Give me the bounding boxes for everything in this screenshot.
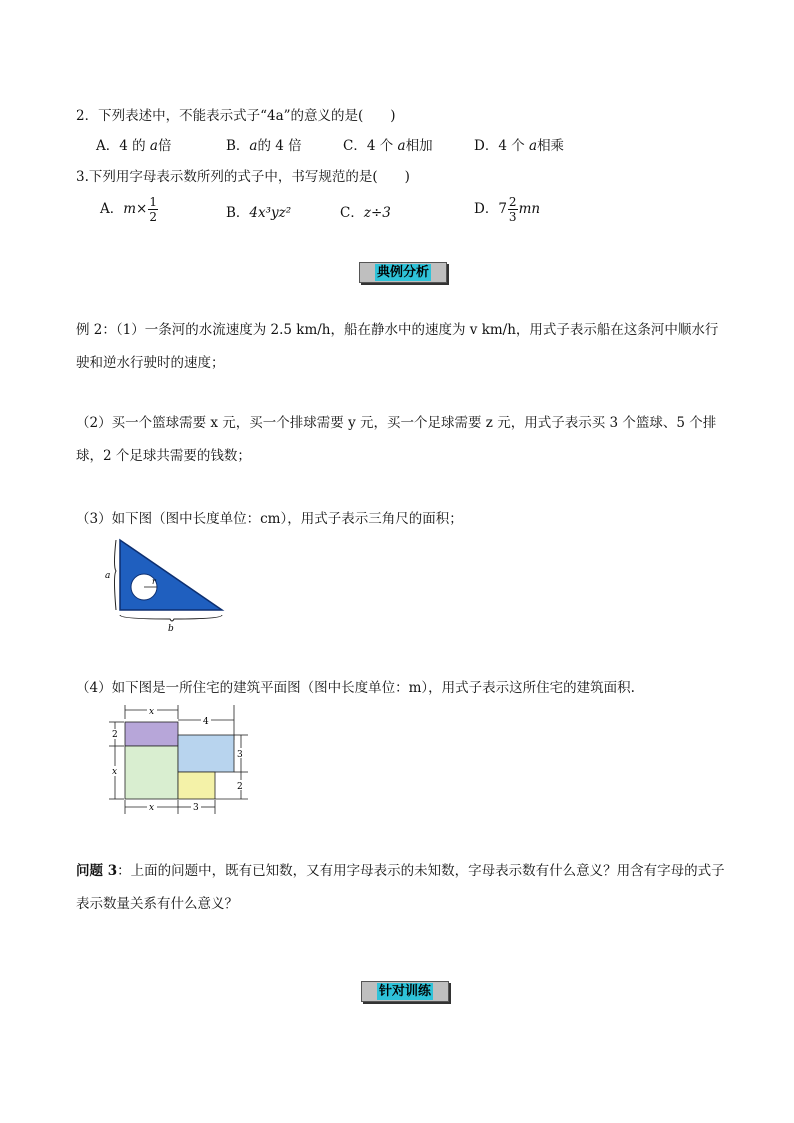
q3-option-b: B．4x³yz² <box>226 205 292 221</box>
example-2-part-2: （2）买一个篮球需要 x 元，买一个排球需要 y 元，买一个足球需要 z 元，用式子表示买 3 个篮球、5 个排球，2 个足球共需要的钱数； <box>76 415 717 464</box>
q2-option-d: D．4 个 a相乘 <box>474 138 565 154</box>
section-banner-examples-label: 典例分析 <box>376 265 429 280</box>
triangle-label-a: a <box>105 571 111 581</box>
plan-label-left-2: 2 <box>112 730 118 740</box>
problem-3-text: ：上面的问题中，既有已知数，又有用字母表示的未知数，字母表示数有什么意义？用含有字母的式子表示数量关系有什么意义？ <box>76 863 725 912</box>
room-purple <box>125 722 178 746</box>
triangle-ruler-figure <box>100 535 230 635</box>
triangle-label-r: r <box>152 577 156 586</box>
plan-label-top-x: x <box>149 707 155 717</box>
plan-label-right-2: 2 <box>237 782 243 792</box>
plan-label-bottom-x: x <box>149 803 155 813</box>
plan-label-top-4: 4 <box>203 717 209 727</box>
problem-3-label: 问题 3 <box>76 863 118 879</box>
q2-option-b: B．a的 4 倍 <box>226 138 302 154</box>
room-green <box>125 746 178 799</box>
q3-option-c: C．z÷3 <box>340 205 391 221</box>
q2-option-c: C．4 个 a相加 <box>343 138 433 154</box>
q3-option-a: A．m× $\frac{1}{2}$ <box>100 195 158 224</box>
plan-label-bottom-3: 3 <box>193 803 199 813</box>
question-2-stem: 2．下列表述中，不能表示式子“4a”的意义的是( ) <box>76 108 396 124</box>
example-2-part-1: 例 2：（1）一条河的水流速度为 2.5 km/h，船在静水中的速度为 v km/h，用式子表示船在这条河中顺水行驶和逆水行驶时的速度； <box>76 322 719 371</box>
example-2-part-3: （3）如下图（图中长度单位：cm），用式子表示三角尺的面积； <box>76 511 463 527</box>
room-blue <box>178 735 234 772</box>
q3-option-d: D．7 $\frac{2}{3}$ mn <box>474 195 541 224</box>
triangle-label-b: b <box>168 624 174 634</box>
floor-plan-figure <box>105 702 255 817</box>
section-banner-training <box>361 981 449 1002</box>
room-yellow <box>178 772 215 799</box>
section-banner-examples <box>359 262 447 283</box>
q2-option-a: A．4 的 a倍 <box>96 138 172 154</box>
example-2-part-4: （4）如下图是一所住宅的建筑平面图（图中长度单位：m），用式子表示这所住宅的建筑面积. <box>76 680 635 696</box>
plan-label-right-3: 3 <box>237 750 243 760</box>
section-banner-training-label: 针对训练 <box>378 984 431 999</box>
question-3-stem: 3.下列用字母表示数所列的式子中，书写规范的是( ) <box>76 169 410 185</box>
triangle-shape <box>120 540 222 610</box>
plan-label-left-x: x <box>112 767 118 777</box>
problem-3 <box>76 855 726 921</box>
